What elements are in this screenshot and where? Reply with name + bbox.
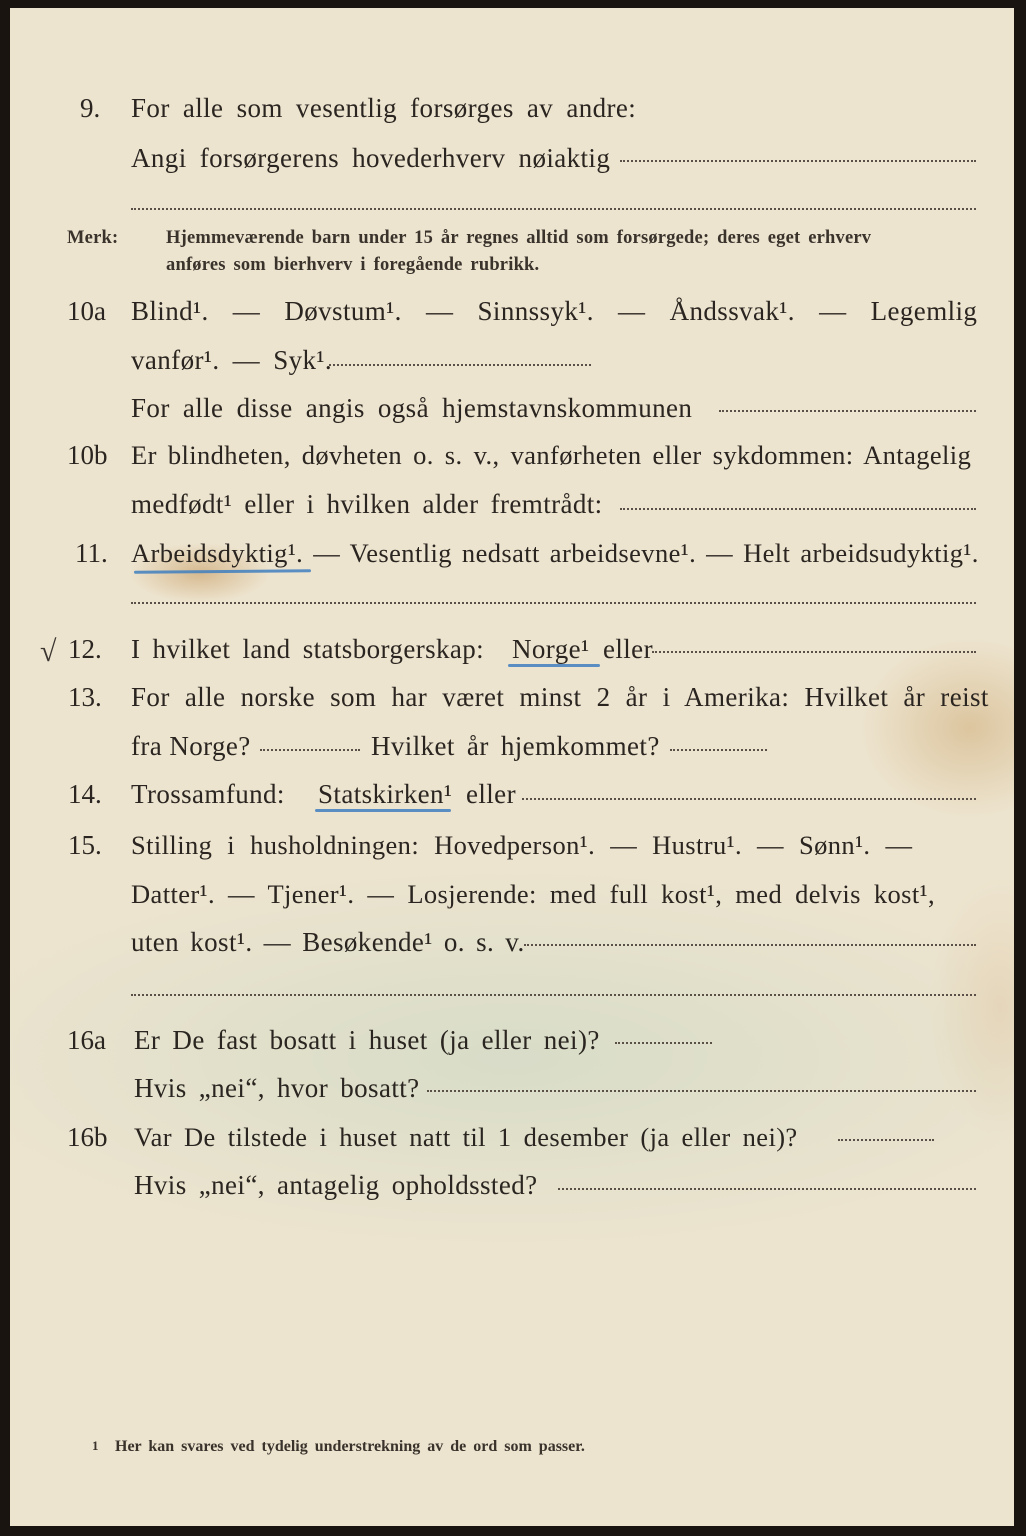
- q9-answer-line-2[interactable]: [131, 208, 976, 210]
- q10a-options-line1: Blind¹. — Døvstum¹. — Sinnssyk¹. — Åndssvak¹. — Legemlig: [131, 296, 978, 326]
- q16b-followup: Hvis „nei“, antagelig opholdssted?: [134, 1170, 538, 1200]
- q12-question: I hvilket land statsborgerskap:: [131, 634, 485, 664]
- q14-option-eller: eller: [466, 779, 516, 809]
- q10a-instruction: For alle disse angis også hjemstavnskommunen: [131, 393, 693, 423]
- footnote-text: Her kan svares ved tydelig understrekning av de ord som passer.: [115, 1438, 585, 1455]
- q13-reist-answer-line[interactable]: [260, 749, 360, 751]
- q10a-kommune-line[interactable]: [719, 410, 976, 412]
- q16a-followup: Hvis „nei“, hvor bosatt?: [134, 1073, 420, 1103]
- q13-question-line1: For alle norske som har været minst 2 år i Amerika: Hvilket år reist: [131, 682, 989, 712]
- q14-number: 14.: [68, 779, 102, 809]
- q9-answer-line[interactable]: [620, 160, 976, 162]
- q12-option-norge[interactable]: Norge¹: [512, 634, 590, 664]
- q13-hjemkommet-answer-line[interactable]: [670, 749, 767, 751]
- q16b-number: 16b: [67, 1122, 108, 1152]
- q13-number: 13.: [68, 682, 102, 712]
- q14-answer-line[interactable]: [522, 798, 976, 800]
- q9-number: 9.: [80, 93, 101, 123]
- q10a-number: 10a: [67, 296, 106, 326]
- q10a-options-line2: vanfør¹. — Syk¹.: [131, 345, 333, 375]
- q12-option-eller: eller: [603, 634, 653, 664]
- footnote-mark: 1: [92, 1438, 99, 1453]
- merk-note-line1: Hjemmeværende barn under 15 år regnes alltid som forsørgede; deres eget erhverv: [166, 228, 872, 248]
- q14-pen-underline: [315, 809, 451, 812]
- q14-question: Trossamfund:: [131, 779, 285, 809]
- q15-answer-line[interactable]: [524, 944, 976, 946]
- q13-hjemkommet-question: Hvilket år hjemkommet?: [371, 731, 660, 761]
- q16a-number: 16a: [67, 1025, 106, 1055]
- q15-number: 15.: [68, 830, 102, 860]
- q10b-number: 10b: [67, 440, 108, 470]
- q16b-answer-line[interactable]: [838, 1139, 934, 1141]
- q14-option-statskirken[interactable]: Statskirken¹: [318, 779, 453, 809]
- q16b-question: Var De tilstede i huset natt til 1 desember (ja eller nei)?: [134, 1122, 798, 1152]
- q10b-question-line2: medfødt¹ eller i hvilken alder fremtrådt:: [131, 489, 603, 519]
- q16b-followup-line[interactable]: [558, 1188, 976, 1190]
- q11-answer-line[interactable]: [131, 602, 976, 604]
- q16a-followup-line[interactable]: [427, 1090, 976, 1092]
- q15-options-line2: Datter¹. — Tjener¹. — Losjerende: med full kost¹, med delvis kost¹,: [131, 879, 935, 909]
- q11-pen-underline: [134, 569, 311, 574]
- census-form-page: [10, 8, 1014, 1526]
- q11-options: Arbeidsdyktig¹. — Vesentlig nedsatt arbeidsevne¹. — Helt arbeidsudyktig¹.: [131, 538, 979, 568]
- q10b-answer-line[interactable]: [620, 508, 976, 510]
- merk-note-line2: anføres som bierhverv i foregående rubrikk.: [166, 255, 540, 275]
- q13-reist-question: fra Norge?: [131, 731, 251, 761]
- q16a-answer-line[interactable]: [615, 1042, 712, 1044]
- q12-answer-line[interactable]: [652, 651, 976, 653]
- q10a-answer-line[interactable]: [329, 364, 591, 366]
- q15-options-line3: uten kost¹. — Besøkende¹ o. s. v.: [131, 927, 525, 957]
- q15-answer-line-2[interactable]: [131, 994, 976, 996]
- q11-number: 11.: [75, 538, 108, 568]
- q15-options-line1: Stilling i husholdningen: Hovedperson¹. — Hustru¹. — Sønn¹. —: [131, 830, 913, 860]
- q10b-question-line1: Er blindheten, døvheten o. s. v., vanførheten eller sykdommen: Antagelig: [131, 440, 972, 470]
- q16a-question: Er De fast bosatt i huset (ja eller nei)?: [134, 1025, 600, 1055]
- q12-pen-underline: [508, 664, 600, 667]
- q9-question: For alle som vesentlig forsørges av andre:: [131, 93, 637, 123]
- q12-checkmark: √: [40, 635, 57, 668]
- q9-instruction: Angi forsørgerens hovederhverv nøiaktig: [131, 143, 611, 173]
- merk-label: Merk:: [67, 228, 119, 248]
- q12-number: 12.: [68, 634, 102, 664]
